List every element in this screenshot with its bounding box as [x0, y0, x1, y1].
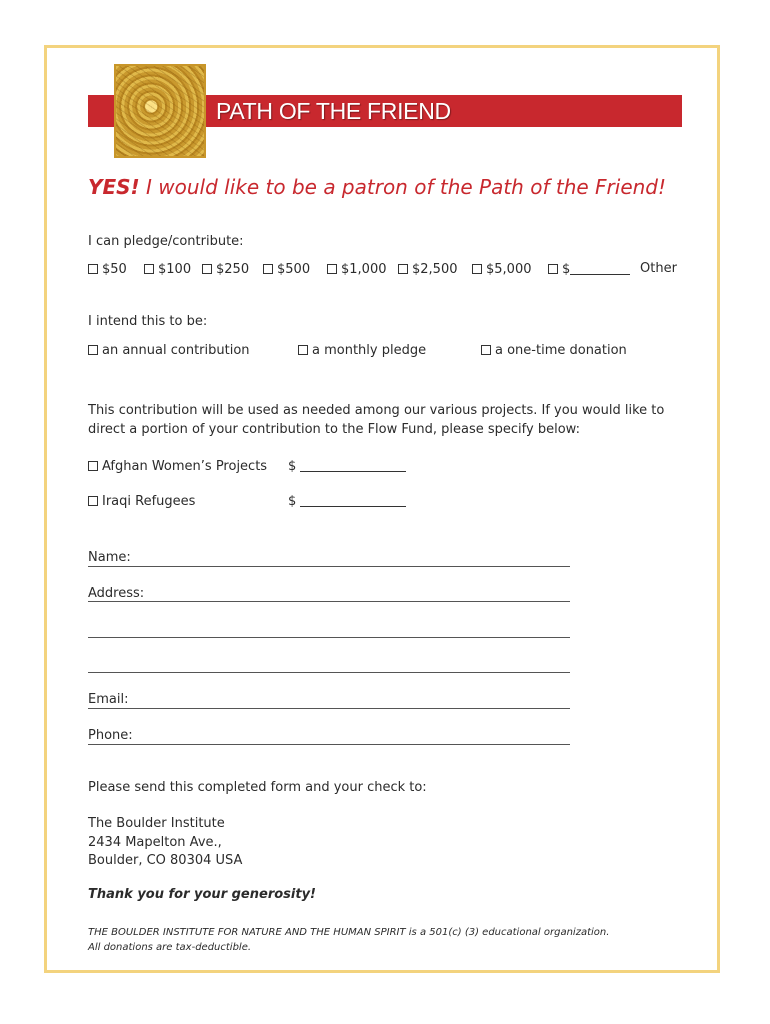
name-label: Name: — [88, 550, 131, 565]
intent-option-monthly[interactable]: a monthly pledge — [298, 342, 426, 360]
other-amount-blank[interactable] — [570, 262, 630, 275]
footer-line-1: THE BOULDER INSTITUTE FOR NATURE AND THE HUMAN SPIRIT is a 501(c) (3) educational organization. — [88, 927, 610, 938]
pledge-option-100[interactable]: $100 — [144, 261, 191, 279]
flow-fund-description: This contribution will be used as needed among our various projects. If you would like to direct a portion of your contribution to the Flow Fund, please specify below: — [88, 403, 665, 437]
pledge-option-50[interactable]: $50 — [88, 261, 127, 279]
page-title: PATH OF THE FRIEND — [216, 98, 451, 124]
address-field-line-2[interactable] — [88, 637, 570, 638]
mailing-org: The Boulder Institute — [88, 816, 225, 831]
intent-option-one-time[interactable]: a one-time donation — [481, 342, 627, 360]
logo-image — [114, 64, 206, 158]
amount-blank[interactable] — [300, 459, 406, 472]
address-field-line-1[interactable] — [88, 601, 570, 602]
checkbox-icon[interactable] — [202, 264, 212, 274]
checkbox-icon[interactable] — [88, 345, 98, 355]
checkbox-icon[interactable] — [88, 461, 98, 471]
project-afghan-amount[interactable]: $ — [288, 458, 406, 476]
thank-you-note: Thank you for your generosity! — [88, 887, 316, 902]
name-field[interactable] — [88, 566, 570, 567]
checkbox-icon[interactable] — [548, 264, 558, 274]
pledge-option-5000[interactable]: $5,000 — [472, 261, 532, 279]
checkbox-icon[interactable] — [398, 264, 408, 274]
mailing-instruction: Please send this completed form and your check to: — [88, 780, 427, 795]
intent-label: I intend this to be: — [88, 314, 208, 329]
mailing-street: 2434 Mapelton Ave., — [88, 835, 222, 850]
project-iraqi-refugees[interactable]: Iraqi Refugees — [88, 493, 195, 511]
pledge-option-2500[interactable]: $2,500 — [398, 261, 458, 279]
checkbox-icon[interactable] — [263, 264, 273, 274]
pledge-option-500[interactable]: $500 — [263, 261, 310, 279]
project-afghan-women[interactable]: Afghan Women’s Projects — [88, 458, 267, 476]
headline — [88, 175, 666, 199]
pledge-label: I can pledge/contribute: — [88, 234, 244, 249]
headline-text: I would like to be a patron of the Path of the Friend! — [139, 175, 667, 199]
pledge-option-1000[interactable]: $1,000 — [327, 261, 387, 279]
pledge-option-other[interactable]: $ — [548, 261, 630, 279]
checkbox-icon[interactable] — [88, 264, 98, 274]
checkbox-icon[interactable] — [88, 496, 98, 506]
email-field[interactable] — [88, 708, 570, 709]
amount-blank[interactable] — [300, 494, 406, 507]
checkbox-icon[interactable] — [472, 264, 482, 274]
phone-label: Phone: — [88, 728, 133, 743]
intent-option-annual[interactable]: an annual contribution — [88, 342, 250, 360]
checkbox-icon[interactable] — [481, 345, 491, 355]
headline-yes: YES! — [88, 175, 140, 199]
checkbox-icon[interactable] — [144, 264, 154, 274]
checkbox-icon[interactable] — [298, 345, 308, 355]
address-label: Address: — [88, 586, 145, 601]
email-label: Email: — [88, 692, 129, 707]
footer-line-2: All donations are tax-deductible. — [88, 942, 252, 953]
phone-field[interactable] — [88, 744, 570, 745]
address-field-line-3[interactable] — [88, 672, 570, 673]
project-iraqi-amount[interactable]: $ — [288, 493, 406, 511]
checkbox-icon[interactable] — [327, 264, 337, 274]
mailing-city: Boulder, CO 80304 USA — [88, 853, 243, 868]
pledge-other-label: Other — [640, 261, 677, 276]
pledge-option-250[interactable]: $250 — [202, 261, 249, 279]
footer-note — [88, 925, 609, 955]
